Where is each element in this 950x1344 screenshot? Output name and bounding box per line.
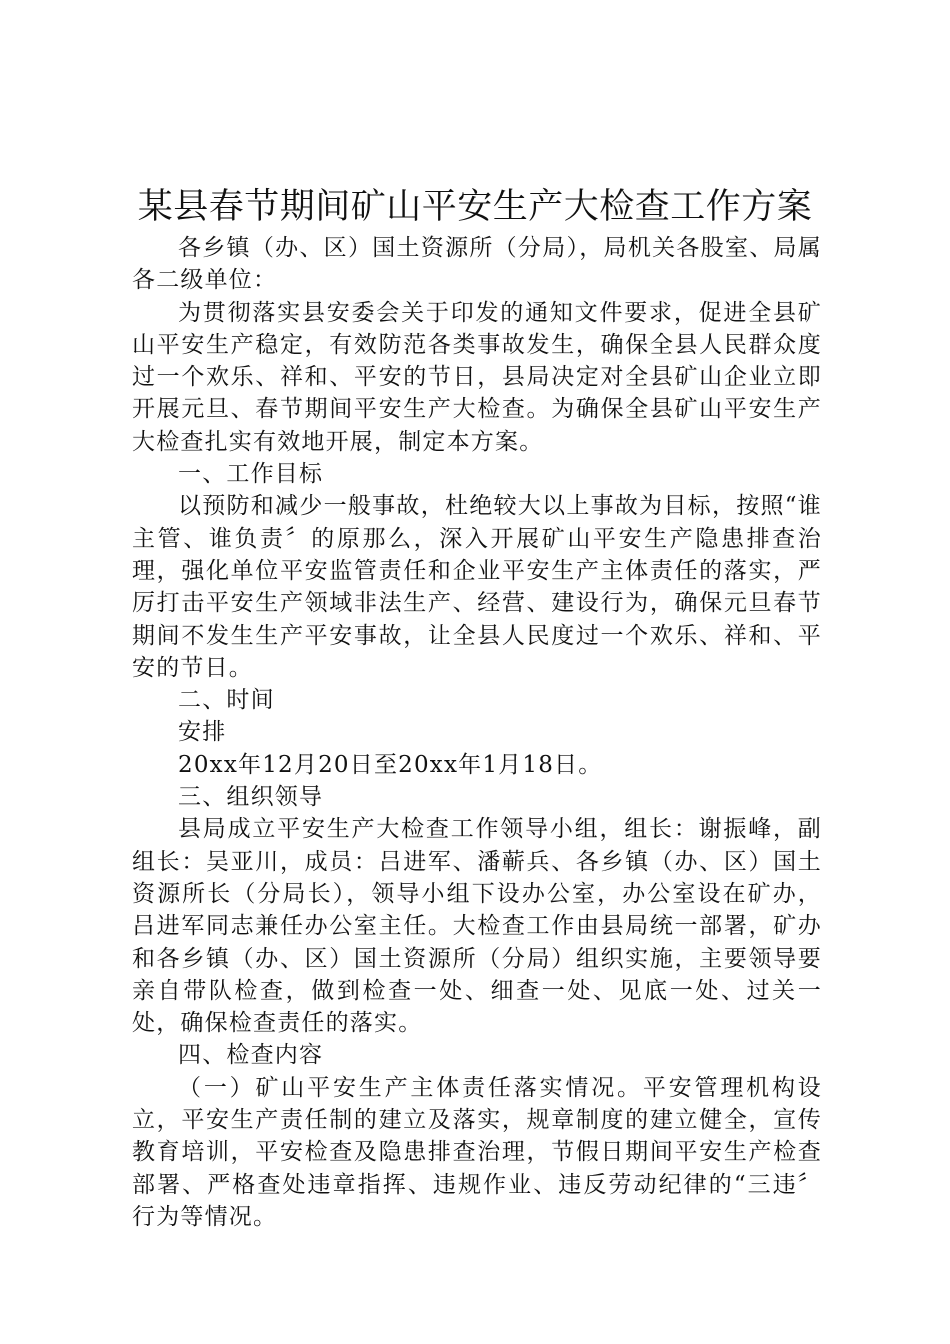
goals-paragraph: 以预防和减少一般事故，杜绝较大以上事故为目标，按照“谁主管、谁负责〞的原那么，深入开展矿山平安生产隐患排查治理，强化单位平安监管责任和企业平安生产主体责任的落实，严厉打击平安生产领域非法生产、经营、建设行为，确保元旦春节期间不发生生产平安事故，让全县人民度过一个欢乐、祥和、平安的节日。	[132, 493, 822, 681]
section-heading-time: 二、时间	[178, 687, 275, 714]
salutation-paragraph: 各乡镇（办、区）国土资源所（分局），局机关各股室、局属各二级单位：	[132, 235, 822, 294]
organization-paragraph: 县局成立平安生产大检查工作领导小组，组长：谢振峰，副组长：吴亚川，成员：吕进军、潘蕲兵、各乡镇（办、区）国土资源所长（分局长），领导小组下设办公室，办公室设在矿办，吕进军同志兼任办公室主任。大检查工作由县局统一部署，矿办和各乡镇（办、区）国土资源所（分局）组织实施，主要领导要亲自带队检查，做到检查一处、细查一处、见底一处、过关一处，确保检查责任的落实。	[132, 816, 822, 1037]
section-heading-organization: 三、组织领导	[178, 784, 324, 811]
intro-paragraph: 为贯彻落实县安委会关于印发的通知文件要求，促进全县矿山平安生产稳定，有效防范各类事故发生，确保全县人民群众度过一个欢乐、祥和、平安的节日，县局决定对全县矿山企业立即开展元旦、春节期间平安生产大检查。为确保全县矿山平安生产大检查扎实有效地开展，制定本方案。	[132, 299, 822, 455]
inspection-item-1-paragraph: （一）矿山平安生产主体责任落实情况。平安管理机构设立，平安生产责任制的建立及落实，规章制度的建立健全，宣传教育培训，平安检查及隐患排查治理，节假日期间平安生产检查部署、严格查处违章指挥、违规作业、违反劳动纪律的“三违〞行为等情况。	[132, 1074, 822, 1230]
document-body	[132, 232, 822, 1233]
section-heading-inspection: 四、检查内容	[178, 1042, 324, 1069]
time-arrangement-label: 安排	[178, 719, 227, 746]
section-heading-goals: 一、工作目标	[178, 461, 324, 488]
time-range-paragraph: 20xx年12月20日至20xx年1月18日。	[178, 751, 603, 778]
document-title: 某县春节期间矿山平安生产大检查工作方案	[137, 187, 813, 227]
